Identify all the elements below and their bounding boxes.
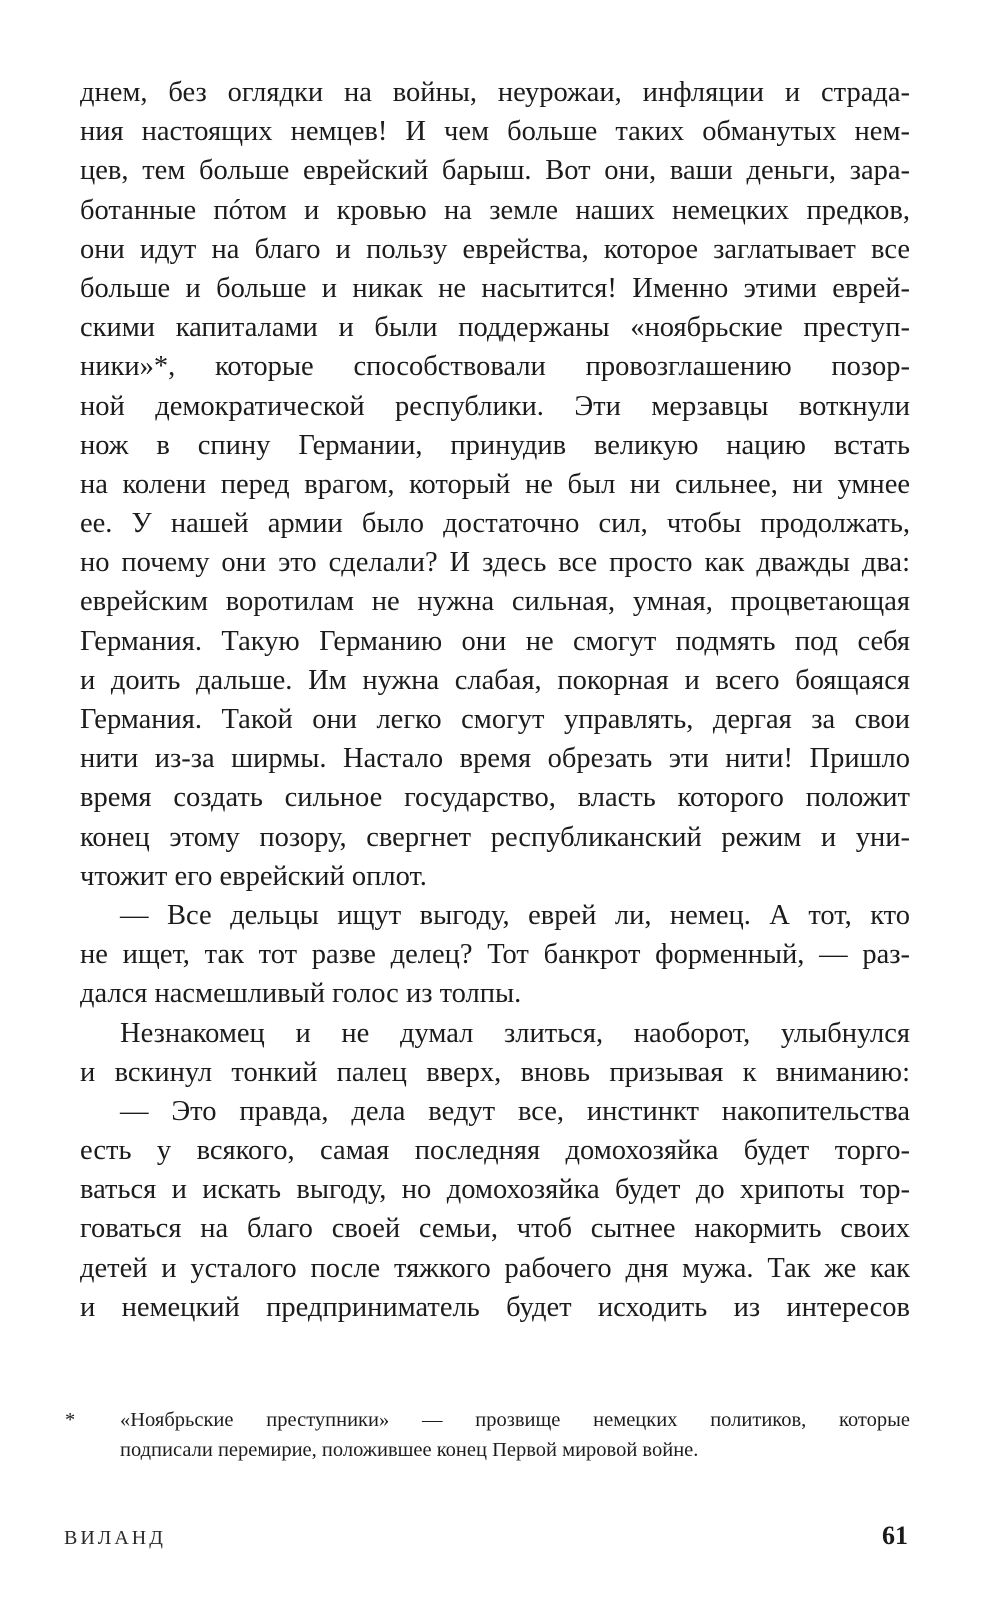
footnote-line: «Ноябрьские преступники» — прозвище немецких политиков, которые	[120, 1409, 910, 1431]
text-line: Германия. Такую Германию они не смогут подмять под себя	[80, 625, 910, 657]
running-head: ВИЛАНД	[64, 1527, 166, 1549]
text-line: ния настоящих немцев! И чем больше таких обманутых нем-	[80, 116, 910, 148]
text-line: и вскинул тонкий палец вверх, вновь призывая к вниманию:	[80, 1056, 910, 1088]
text-line: детей и усталого после тяжкого рабочего дня мужа. Так же как	[80, 1252, 910, 1284]
text-line: — Все дельцы ищут выгоду, еврей ли, немец. А тот, кто	[120, 899, 910, 931]
text-line: дался насмешливый голос из толпы.	[80, 978, 522, 1010]
text-line: Незнакомец и не думал злиться, наоборот, улыбнулся	[120, 1017, 910, 1049]
footnote	[65, 1405, 910, 1465]
text-line: они идут на благо и пользу еврейства, которое заглатывает все	[80, 233, 910, 265]
main-text	[80, 73, 910, 1327]
text-line: есть у всякого, самая последняя домохозяйка будет торго-	[80, 1135, 910, 1167]
text-line: но почему они это сделали? И здесь все просто как дважды два:	[80, 547, 910, 579]
text-line: конец этому позору, свергнет республиканский режим и уни-	[80, 821, 910, 853]
footnote-text	[120, 1405, 910, 1465]
text-line: ваться и искать выгоду, но домохозяйка будет до хрипоты тор-	[80, 1174, 910, 1206]
text-line: нити из-за ширмы. Настало время обрезать эти нити! Пришло	[80, 743, 910, 775]
text-line: ее. У нашей армии было достаточно сил, чтобы продолжать,	[80, 508, 910, 540]
page-number: 61	[882, 1521, 908, 1550]
text-line: нож в спину Германии, принудив великую нацию встать	[80, 429, 910, 461]
text-line: больше и больше и никак не насытится! Именно этими еврей-	[80, 272, 910, 304]
text-line: — Это правда, дела ведут все, инстинкт накопительства	[120, 1095, 910, 1127]
text-line: время создать сильное государство, власть которого положит	[80, 782, 910, 814]
text-line: чтожит его еврейский оплот.	[80, 860, 427, 892]
text-line: и доить дальше. Им нужна слабая, покорная и всего боящаяся	[80, 664, 910, 696]
text-line: днем, без оглядки на войны, неурожаи, инфляции и страда-	[80, 77, 910, 108]
text-line: цев, тем больше еврейский барыш. Вот они, ваши деньги, зара-	[80, 155, 910, 187]
footnote-marker: *	[65, 1409, 76, 1431]
text-line: и немецкий предприниматель будет исходить из интересов	[80, 1291, 910, 1323]
text-line: Германия. Такой они легко смогут управлять, дергая за свои	[80, 704, 910, 735]
footnote-line: подписали перемирие, положившее конец Первой мировой войне.	[120, 1439, 699, 1461]
text-line: ники»*, которые способствовали провозглашению позор-	[80, 351, 910, 383]
text-line: говаться на благо своей семьи, чтоб сытнее накормить своих	[80, 1213, 910, 1245]
text-line: ботанные пóтом и кровью на земле наших немецких предков,	[80, 194, 910, 226]
text-line: не ищет, так тот разве делец? Тот банкрот форменный, — раз-	[80, 939, 910, 971]
text-line: скими капиталами и были поддержаны «ноябрьские преступ-	[80, 312, 910, 344]
text-line: еврейским воротилам не нужна сильная, умная, процветающая	[80, 586, 910, 618]
text-line: ной демократической республики. Эти мерзавцы воткнули	[80, 390, 910, 422]
text-line: на колени перед врагом, который не был ни сильнее, ни умнее	[80, 468, 910, 500]
